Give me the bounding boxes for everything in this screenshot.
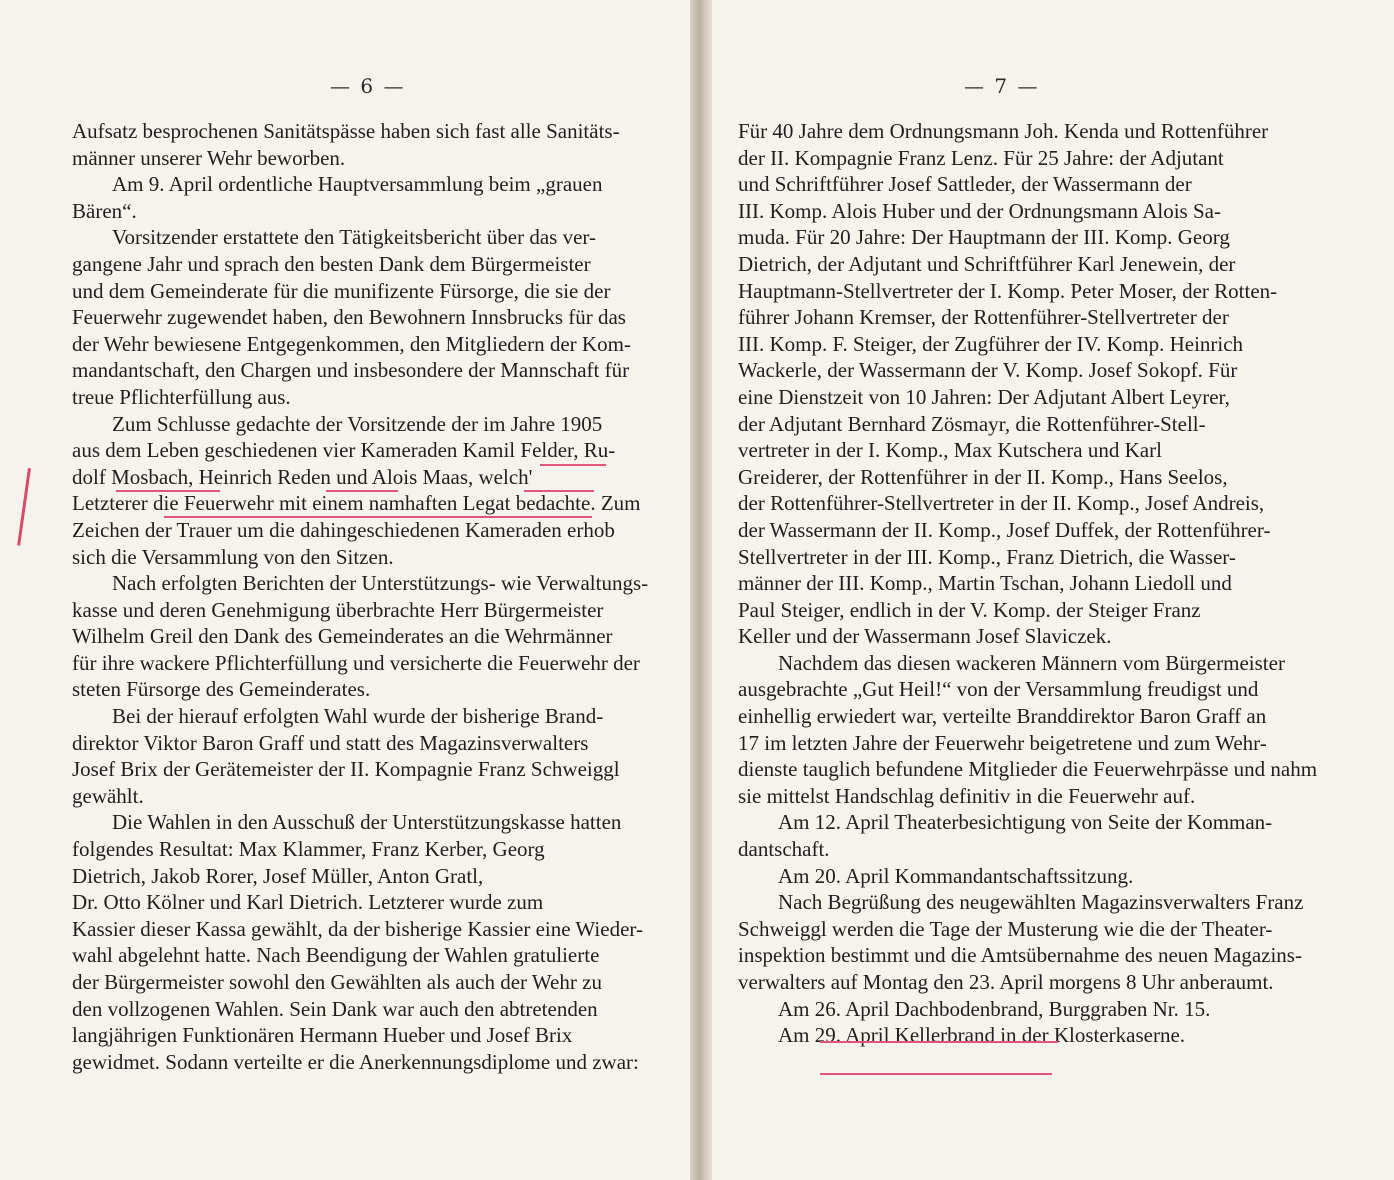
red-underline (524, 490, 594, 492)
text-line: Nach Begrüßung des neugewählten Magazinsverwalters Franz (778, 890, 1304, 915)
text-line: Zum Schlusse gedachte der Vorsitzende der im Jahre 1905 (112, 411, 603, 436)
text-line: Josef Brix der Gerätemeister der II. Kompagnie Franz Schweiggl (72, 757, 620, 782)
text-line: männer der III. Komp., Martin Tschan, Johann Liedoll und (738, 571, 1232, 596)
text-line: sie mittelst Handschlag definitiv in die Feuerwehr auf. (738, 783, 1196, 808)
text-line: und Schriftführer Josef Sattleder, der Wassermann der (738, 172, 1192, 197)
text-line: Bei der hierauf erfolgten Wahl wurde der bisherige Brand- (112, 704, 604, 729)
red-underline (326, 490, 398, 492)
text-line: steten Fürsorge des Gemeinderates. (72, 677, 371, 702)
text-line: gewählt. (72, 783, 144, 808)
text-line: Zeichen der Trauer um die dahingeschiedenen Kameraden erhob (72, 517, 615, 542)
text-line: Greiderer, der Rottenführer in der II. Komp., Hans Seelos, (738, 464, 1228, 489)
text-line: Aufsatz besprochenen Sanitätspässe haben sich fast alle Sanitäts- (72, 119, 620, 143)
text-line: wahl abgelehnt hatte. Nach Beendigung der Wahlen gratulierte (72, 943, 600, 968)
text-line: der Wassermann der II. Komp., Josef Duffek, der Rottenführer- (738, 517, 1271, 542)
text-line: dantschaft. (738, 837, 830, 862)
text-line: der II. Kompagnie Franz Lenz. Für 25 Jahre: der Adjutant (738, 145, 1224, 170)
text-line: dolf Mosbach, Heinrich Reden und Alois Maas, welch' (72, 464, 533, 489)
text-line: gewidmet. Sodann verteilte er die Anerkennungsdiplome und zwar: (72, 1049, 639, 1074)
text-line: führer Johann Kremser, der Rottenführer-Stellvertreter der (738, 305, 1229, 330)
text-line: Nach erfolgten Berichten der Unterstützungs- wie Verwaltungs- (112, 571, 649, 596)
text-line: kasse und deren Genehmigung überbrachte Herr Bürgermeister (72, 597, 604, 622)
text-line: für ihre wackere Pflichterfüllung und versicherte die Feuerwehr der (72, 650, 640, 675)
red-underline (540, 464, 606, 466)
text-line: gangene Jahr und sprach den besten Dank dem Bürgermeister (72, 251, 591, 276)
page-number: — 6 — (330, 74, 406, 98)
left-page (0, 0, 690, 1180)
text-line: 17 im letzten Jahre der Feuerwehr beigetretene und zum Wehr- (738, 730, 1267, 755)
text-line: Feuerwehr zugewendet haben, den Bewohnern Innsbrucks für das (72, 305, 626, 330)
text-line: Dietrich, Jakob Rorer, Josef Müller, Anton Gratl, (72, 863, 484, 888)
text-line: ausgebrachte „Gut Heil!“ von der Versammlung freudigst und (738, 677, 1259, 702)
red-margin-mark (17, 468, 31, 546)
text-line: vertreter in der I. Komp., Max Kutschera und Karl (738, 438, 1162, 463)
text-line: Bären“. (72, 198, 137, 223)
text-line: Paul Steiger, endlich in der V. Komp. der Steiger Franz (738, 597, 1201, 622)
text-line: sich die Versammlung von den Sitzen. (72, 544, 394, 569)
page-body (72, 118, 658, 1075)
text-line: Hauptmann-Stellvertreter der I. Komp. Peter Moser, der Rotten- (738, 278, 1278, 303)
text-line: direktor Viktor Baron Graff und statt des Magazinsverwalters (72, 730, 589, 755)
text-line: Nachdem das diesen wackeren Männern vom Bürgermeister (778, 650, 1285, 675)
text-line: folgendes Resultat: Max Klammer, Franz Kerber, Georg (72, 837, 545, 862)
text-line: inspektion bestimmt und die Amtsübernahme des neuen Magazins- (738, 943, 1302, 968)
text-line: Vorsitzender erstattete den Tätigkeitsbericht über das ver- (112, 225, 596, 250)
text-line: den vollzogenen Wahlen. Sein Dank war auch den abtretenden (72, 996, 598, 1021)
text-line: Stellvertreter in der III. Komp., Franz Dietrich, die Wasser- (738, 544, 1236, 569)
right-page (712, 0, 1394, 1180)
text-line: Am 9. April ordentliche Hauptversammlung beim „grauen (112, 172, 603, 197)
text-line: Für 40 Jahre dem Ordnungsmann Joh. Kenda und Rottenführer (738, 119, 1269, 143)
text-line: und dem Gemeinderate für die munifizente Fürsorge, die sie der (72, 278, 611, 303)
text-line: der Wehr bewiesene Entgegenkommen, den Mitgliedern der Kom- (72, 331, 631, 356)
red-underline (164, 516, 592, 518)
text-line: muda. Für 20 Jahre: Der Hauptmann der III. Komp. Georg (738, 225, 1230, 250)
text-line: der Adjutant Bernhard Zösmayr, die Rottenführer-Stell- (738, 411, 1206, 436)
text-line: Schweiggl werden die Tage der Musterung wie die der Theater- (738, 916, 1273, 941)
text-line: der Bürgermeister sowohl den Gewählten als auch der Wehr zu (72, 970, 602, 994)
text-line: III. Komp. Alois Huber und der Ordnungsmann Alois Sa- (738, 198, 1221, 223)
text-line: der Rottenführer-Stellvertreter in der II. Komp., Josef Andreis, (738, 491, 1265, 516)
text-line: Die Wahlen in den Ausschuß der Unterstützungskasse hatten (112, 810, 622, 835)
book-gutter (690, 0, 712, 1180)
red-underline (820, 1073, 1052, 1075)
red-underline (116, 490, 220, 492)
text-line: Am 29. April Kellerbrand in der Klosterkaserne. (778, 1023, 1186, 1048)
text-line: Kassier dieser Kassa gewählt, da der bisherige Kassier eine Wieder- (72, 916, 643, 941)
text-line: Am 26. April Dachbodenbrand, Burggraben Nr. 15. (778, 996, 1211, 1021)
text-line: Dietrich, der Adjutant und Schriftführer Karl Jenewein, der (738, 251, 1236, 276)
text-line: langjährigen Funktionären Hermann Hueber und Josef Brix (72, 1023, 573, 1048)
red-underline (820, 1041, 1058, 1043)
text-line: treue Pflichterfüllung aus. (72, 384, 291, 409)
text-line: III. Komp. F. Steiger, der Zugführer der IV. Komp. Heinrich (738, 331, 1244, 356)
text-line: Letzterer die Feuerwehr mit einem namhaften Legat bedachte. Zum (72, 491, 641, 516)
text-line: Keller und der Wassermann Josef Slaviczek. (738, 624, 1112, 649)
text-line: dienste tauglich befundene Mitglieder die Feuerwehrpässe und nahm (738, 757, 1318, 782)
text-line: einhellig erwiedert war, verteilte Branddirektor Baron Graff an (738, 704, 1267, 729)
text-line: Am 12. April Theaterbesichtigung von Seite der Komman- (778, 810, 1273, 835)
text-line: Wackerle, der Wassermann der V. Komp. Josef Sokopf. Für (738, 358, 1238, 383)
text-line: eine Dienstzeit von 10 Jahren: Der Adjutant Albert Leyrer, (738, 384, 1230, 409)
page-body (738, 118, 1360, 1049)
text-line: verwalters auf Montag den 23. April morgens 8 Uhr anberaumt. (738, 970, 1274, 994)
text-line: Wilhelm Greil den Dank des Gemeinderates an die Wehrmänner (72, 624, 613, 649)
text-line: Am 20. April Kommandantschaftssitzung. (778, 863, 1134, 888)
page-number: — 7 — (964, 74, 1040, 98)
text-line: Dr. Otto Kölner und Karl Dietrich. Letzterer wurde zum (72, 890, 544, 915)
text-line: aus dem Leben geschiedenen vier Kameraden Kamil Felder, Ru- (72, 438, 616, 463)
text-line: mandantschaft, den Chargen und insbesondere der Mannschaft für (72, 358, 630, 383)
text-line: männer unserer Wehr beworben. (72, 145, 346, 170)
